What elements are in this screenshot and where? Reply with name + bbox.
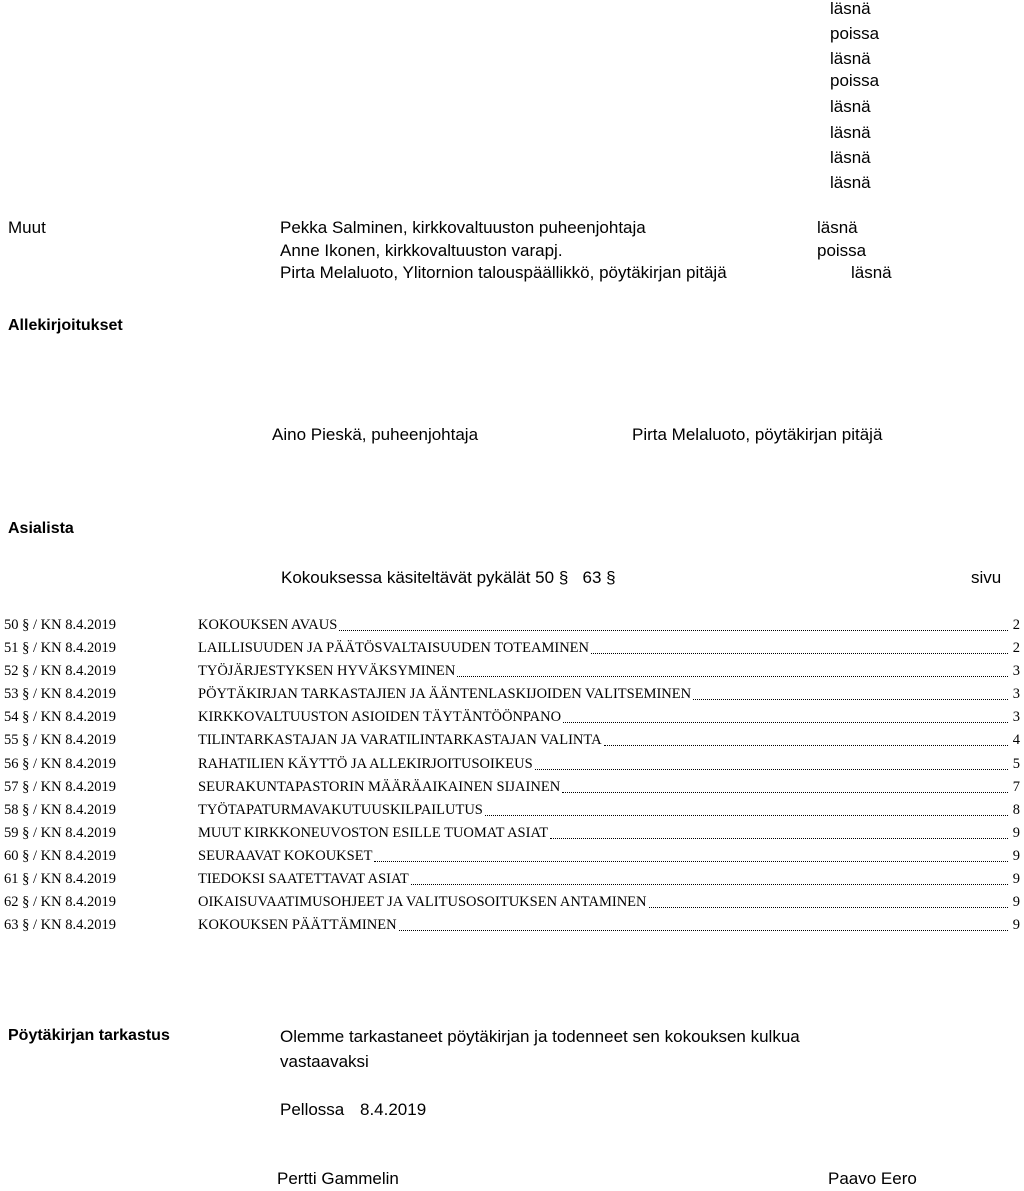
- muut-status-1: läsnä: [817, 218, 858, 237]
- muut-person-3: Pirta Melaluoto, Ylitornion talouspäällikkö, pöytäkirjan pitäjä: [280, 263, 727, 282]
- agenda-item-page: 3: [1012, 686, 1020, 702]
- section-sign: §: [558, 568, 569, 587]
- attendance-status-3: läsnä: [830, 49, 871, 68]
- agenda-item-ref: 53 § / KN 8.4.2019: [4, 686, 116, 702]
- dot-leader: [485, 802, 1008, 816]
- muut-status-2: poissa: [817, 241, 867, 260]
- agenda-item: [4, 894, 1020, 914]
- agenda-item-title: OIKAISUVAATIMUSOHJEET JA VALITUSOSOITUKSEN ANTAMINEN: [198, 894, 647, 910]
- signatures-heading: Allekirjoitukset: [8, 317, 123, 334]
- agenda-item-title: KIRKKOVALTUUSTON ASIOIDEN TÄYTÄNTÖÖNPANO: [198, 709, 562, 725]
- agenda-item-title: TIEDOKSI SAATETTAVAT ASIAT: [198, 871, 409, 887]
- agenda-item: [4, 617, 1020, 637]
- agenda-item-page: 4: [1012, 732, 1020, 748]
- agenda-item: [4, 640, 1020, 660]
- agenda-heading: Asialista: [8, 520, 74, 537]
- agenda-item: [4, 663, 1020, 683]
- agenda-item: [4, 686, 1020, 706]
- signature-chair: Aino Pieskä, puheenjohtaja: [272, 425, 479, 444]
- attendance-status-4: poissa: [830, 71, 880, 90]
- agenda-item: [4, 917, 1020, 937]
- agenda-item: [4, 871, 1020, 891]
- review-text-line-1: Olemme tarkastaneet pöytäkirjan ja todenneet sen kokouksen kulkua: [280, 1027, 800, 1046]
- attendance-status-7: läsnä: [830, 148, 871, 167]
- agenda-item-title: SEURAKUNTAPASTORIN MÄÄRÄAIKAINEN SIJAINEN: [198, 779, 561, 795]
- agenda-item-ref: 58 § / KN 8.4.2019: [4, 802, 116, 818]
- agenda-item-ref: 52 § / KN 8.4.2019: [4, 663, 116, 679]
- dot-leader: [693, 686, 1008, 700]
- dot-leader: [591, 640, 1008, 654]
- reviewer-1: Pertti Gammelin: [277, 1169, 399, 1188]
- agenda-intro: [281, 568, 616, 588]
- agenda-item-ref: 50 § / KN 8.4.2019: [4, 617, 116, 633]
- agenda-item-page: 3: [1012, 663, 1020, 679]
- attendance-status-8: läsnä: [830, 173, 871, 192]
- agenda-item-title: LAILLISUUDEN JA PÄÄTÖSVALTAISUUDEN TOTEAMINEN: [198, 640, 590, 656]
- review-text-line-2: vastaavaksi: [280, 1052, 369, 1071]
- agenda-item-title: TILINTARKASTAJAN JA VARATILINTARKASTAJAN VALINTA: [198, 732, 602, 748]
- agenda-item-ref: 54 § / KN 8.4.2019: [4, 709, 116, 725]
- agenda-item: [4, 825, 1020, 845]
- signature-secretary: Pirta Melaluoto, pöytäkirjan pitäjä: [632, 425, 883, 444]
- section-sign: §: [606, 568, 616, 587]
- agenda-item-page: 9: [1012, 848, 1020, 864]
- agenda-item: [4, 848, 1020, 868]
- agenda-item: [4, 779, 1020, 799]
- agenda-item-title: KOKOUKSEN PÄÄTTÄMINEN: [198, 917, 397, 933]
- dot-leader: [339, 617, 1008, 631]
- agenda-item: [4, 732, 1020, 752]
- agenda-item-page: 9: [1012, 825, 1020, 841]
- agenda-item-page: 3: [1012, 709, 1020, 725]
- attendance-status-5: läsnä: [830, 97, 871, 116]
- agenda-item-page: 9: [1012, 894, 1020, 910]
- agenda-item-page: 9: [1012, 917, 1020, 933]
- agenda-item-ref: 59 § / KN 8.4.2019: [4, 825, 116, 841]
- agenda-item-page: 8: [1012, 802, 1020, 818]
- dot-leader: [399, 917, 1008, 931]
- muut-person-1: Pekka Salminen, kirkkovaltuuston puheenjohtaja: [280, 218, 646, 237]
- agenda-item-title: PÖYTÄKIRJAN TARKASTAJIEN JA ÄÄNTENLASKIJOIDEN VALITSEMINEN: [198, 686, 692, 702]
- agenda-item-page: 9: [1012, 871, 1020, 887]
- agenda-item-page: 5: [1012, 756, 1020, 772]
- muut-heading: Muut: [8, 218, 46, 237]
- agenda-item: [4, 802, 1020, 822]
- agenda-item-ref: 60 § / KN 8.4.2019: [4, 848, 116, 864]
- agenda-item-ref: 56 § / KN 8.4.2019: [4, 756, 116, 772]
- review-heading: Pöytäkirjan tarkastus: [8, 1027, 170, 1044]
- agenda-intro-end: 63: [582, 568, 602, 587]
- reviewer-2: Paavo Eero: [828, 1169, 917, 1188]
- agenda-item-title: KOKOUKSEN AVAUS: [198, 617, 338, 633]
- agenda-page-header: sivu: [971, 568, 1002, 587]
- agenda-item-page: 2: [1012, 617, 1020, 633]
- dot-leader: [550, 825, 1008, 839]
- dot-leader: [563, 709, 1008, 723]
- review-place: Pellossa: [280, 1100, 345, 1119]
- agenda-intro-text: Kokouksessa käsiteltävät pykälät 50: [281, 568, 555, 587]
- agenda-item-title: TYÖJÄRJESTYKSEN HYVÄKSYMINEN: [198, 663, 456, 679]
- muut-person-2: Anne Ikonen, kirkkovaltuuston varapj.: [280, 241, 563, 260]
- dot-leader: [411, 871, 1008, 885]
- agenda-item-title: MUUT KIRKKONEUVOSTON ESILLE TUOMAT ASIAT: [198, 825, 549, 841]
- attendance-status-1: läsnä: [830, 0, 871, 18]
- agenda-item: [4, 756, 1020, 776]
- agenda-item-page: 2: [1012, 640, 1020, 656]
- agenda-item-ref: 63 § / KN 8.4.2019: [4, 917, 116, 933]
- agenda-item-ref: 61 § / KN 8.4.2019: [4, 871, 116, 887]
- dot-leader: [457, 663, 1008, 677]
- attendance-status-6: läsnä: [830, 123, 871, 142]
- dot-leader: [374, 848, 1008, 862]
- agenda-item-ref: 62 § / KN 8.4.2019: [4, 894, 116, 910]
- agenda-item-page: 7: [1012, 779, 1020, 795]
- agenda-item-title: RAHATILIEN KÄYTTÖ JA ALLEKIRJOITUSOIKEUS: [198, 756, 533, 772]
- agenda-item-title: SEURAAVAT KOKOUKSET: [198, 848, 373, 864]
- dot-leader: [562, 779, 1008, 793]
- agenda-item-title: TYÖTAPATURMAVAKUTUUSKILPAILUTUS: [198, 802, 483, 818]
- muut-status-3: läsnä: [851, 263, 892, 282]
- agenda-item-ref: 57 § / KN 8.4.2019: [4, 779, 116, 795]
- dot-leader: [535, 756, 1008, 770]
- agenda-item-ref: 51 § / KN 8.4.2019: [4, 640, 116, 656]
- agenda-item: [4, 709, 1020, 729]
- dot-leader: [649, 894, 1009, 908]
- attendance-status-2: poissa: [830, 24, 880, 43]
- review-date: 8.4.2019: [360, 1100, 427, 1119]
- agenda-item-ref: 55 § / KN 8.4.2019: [4, 732, 116, 748]
- dot-leader: [604, 732, 1008, 746]
